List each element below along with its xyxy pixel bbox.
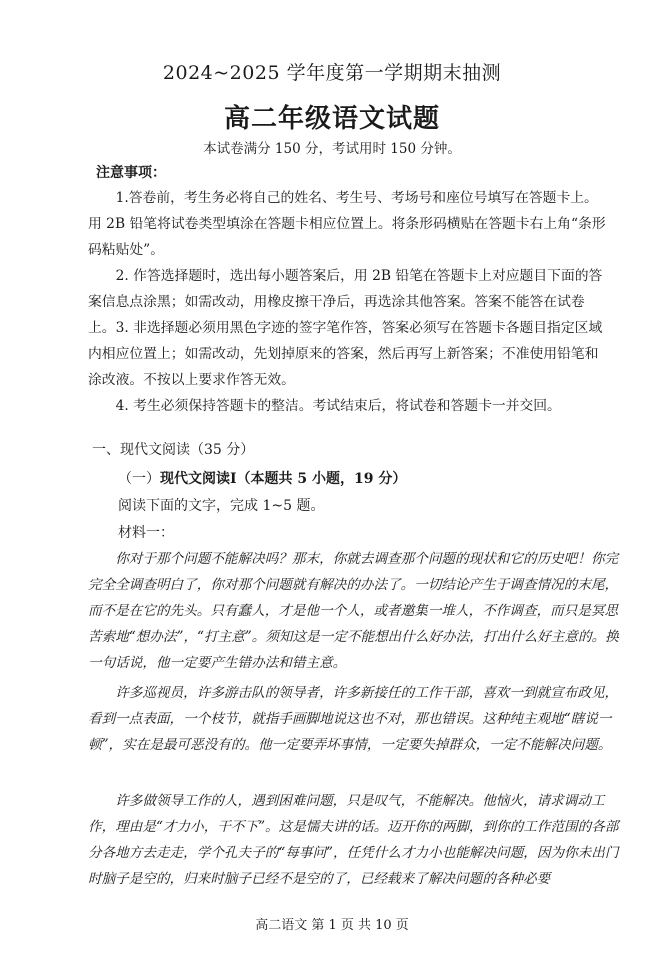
subsection-heading <box>118 468 406 488</box>
notice-item-2: 2. 作答选择题时，选出每小题答案后，用 2B 铅笔在答题卡上对应题目下面的答案信息点涂黑；如需改动，用橡皮擦干净后，再选涂其他答案。答案不能答在试卷上。 <box>88 268 603 336</box>
exam-title: 2024~2025 学年度第一学期期末抽测 <box>162 62 502 84</box>
subsection-title: 现代文阅读Ⅰ（本题共 5 小题，19 分） <box>160 471 407 487</box>
notice-item-1: 1.答卷前，考生务必将自己的姓名、考生号、考场号和座位号填写在答题卡上。用 2B 铅笔将试卷类型填涂在答题卡相应位置上。将条形码横贴在答题卡右上角“条形码粘贴处”。 <box>88 190 606 258</box>
notice-item-4: 4. 考生必须保持答题卡的整洁。考试结束后，将试卷和答题卡一并交回。 <box>115 398 561 414</box>
material-label: 材料一： <box>118 525 174 541</box>
page-footer: 高二语文 第 1 页 共 10 页 <box>255 918 409 933</box>
subsection-prefix: （一） <box>118 471 160 487</box>
passage-paragraph-1: 你对于那个问题不能解决吗？那末，你就去调查那个问题的现状和它的历史吧！你完完全全调查明白了，你对那个问题就有解决的办法了。一切结论产生于调查情况的末尾，而不是在它的先头。只有蠢人，才是他一个人，或者邀集一堆人，不作调查，而只是冥思苦索地“想办法”，“打主意”。须知这是一定不能想出什么好办法，打出什么好主意的。换一句话说，他一定要产生错办法和错主意。 <box>88 551 619 671</box>
section-heading: 一、现代文阅读（35 分） <box>92 442 255 458</box>
reading-instruction: 阅读下面的文字，完成 1~5 题。 <box>118 498 325 514</box>
passage-paragraph-3: 许多做领导工作的人，遇到困难问题，只是叹气，不能解决。他恼火，请求调动工作，理由是“才力小，干不下”。这是懦夫讲的话。迈开你的两脚，到你的工作范围的各部分各地方去走走，学个孔夫子的“每事问”，任凭什么才力小也能解决问题，因为你未出门时脑子是空的，归来时脑子已经不是空的了，已经载来了解决问题的各种必要 <box>88 793 619 887</box>
passage-paragraph-2: 许多巡视员，许多游击队的领导者，许多新接任的工作干部，喜欢一到就宣布政见，看到一点表面，一个枝节，就指手画脚地说这也不对，那也错误。这种纯主观地“瞎说一顿”，实在是最可恶没有的。他一定要弄坏事情，一定要失掉群众，一定不能解决问题。 <box>88 685 619 753</box>
score-line: 本试卷满分 150 分，考试用时 150 分钟。 <box>203 141 461 157</box>
notice-heading: 注意事项： <box>96 165 166 181</box>
notice-item-3: 3. 非选择题必须用黑色字迹的签字笔作答，答案必须写在答题卡各题目指定区域内相应位置上；如需改动，先划掉原来的答案，然后再写上新答案；不准使用铅笔和涂改液。不按以上要求作答无效。 <box>88 320 603 388</box>
subject-title: 高二年级语文试题 <box>223 104 440 134</box>
